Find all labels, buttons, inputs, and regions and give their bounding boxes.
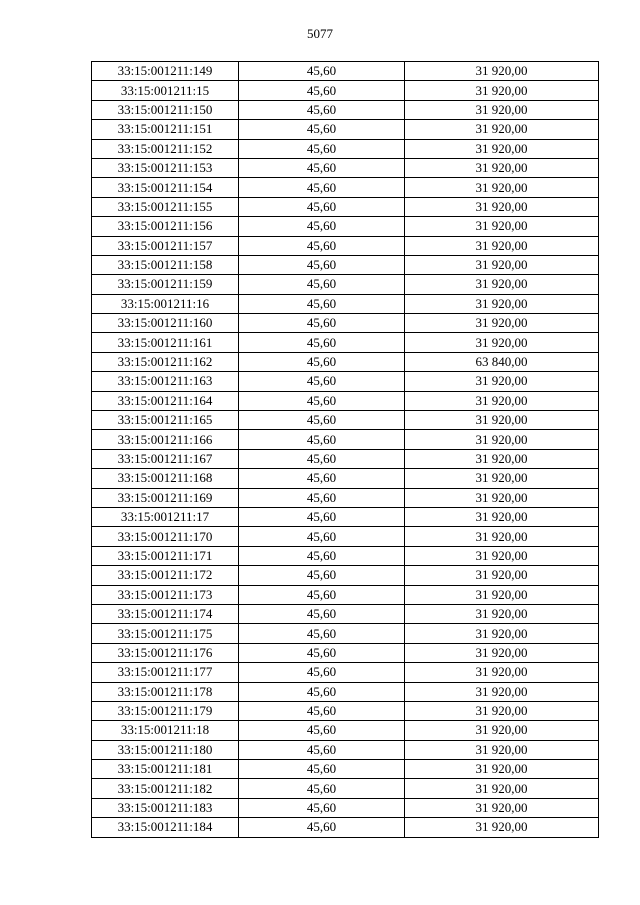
table-row — [92, 663, 599, 682]
area-cell: 45,60 — [239, 740, 405, 759]
area-cell: 45,60 — [239, 624, 405, 643]
area-cell: 45,60 — [239, 391, 405, 410]
value-cell: 31 920,00 — [405, 663, 599, 682]
area-cell: 45,60 — [239, 255, 405, 274]
table-row — [92, 391, 599, 410]
cadastral-number-cell: 33:15:001211:163 — [92, 372, 239, 391]
cadastral-number-cell: 33:15:001211:176 — [92, 643, 239, 662]
cadastral-number-cell: 33:15:001211:179 — [92, 701, 239, 720]
value-cell: 31 920,00 — [405, 488, 599, 507]
cadastral-number-cell: 33:15:001211:15 — [92, 81, 239, 100]
table-row — [92, 139, 599, 158]
value-cell: 31 920,00 — [405, 585, 599, 604]
cadastral-number-cell: 33:15:001211:157 — [92, 236, 239, 255]
table-row — [92, 236, 599, 255]
table-row — [92, 643, 599, 662]
table-row — [92, 721, 599, 740]
area-cell: 45,60 — [239, 100, 405, 119]
table-row — [92, 197, 599, 216]
value-cell: 31 920,00 — [405, 430, 599, 449]
area-cell: 45,60 — [239, 294, 405, 313]
table-row — [92, 779, 599, 798]
cadastral-number-cell: 33:15:001211:181 — [92, 760, 239, 779]
area-cell: 45,60 — [239, 314, 405, 333]
area-cell: 45,60 — [239, 779, 405, 798]
value-cell: 31 920,00 — [405, 81, 599, 100]
value-cell: 31 920,00 — [405, 624, 599, 643]
value-cell: 31 920,00 — [405, 236, 599, 255]
cadastral-number-cell: 33:15:001211:174 — [92, 604, 239, 623]
value-cell: 31 920,00 — [405, 682, 599, 701]
table-row — [92, 798, 599, 817]
cadastral-number-cell: 33:15:001211:161 — [92, 333, 239, 352]
cadastral-number-cell: 33:15:001211:159 — [92, 275, 239, 294]
value-cell: 63 840,00 — [405, 352, 599, 371]
value-cell: 31 920,00 — [405, 779, 599, 798]
cadastral-number-cell: 33:15:001211:153 — [92, 158, 239, 177]
value-cell: 31 920,00 — [405, 275, 599, 294]
value-cell: 31 920,00 — [405, 411, 599, 430]
value-cell: 31 920,00 — [405, 120, 599, 139]
cadastral-number-cell: 33:15:001211:168 — [92, 469, 239, 488]
cadastral-number-cell: 33:15:001211:162 — [92, 352, 239, 371]
value-cell: 31 920,00 — [405, 643, 599, 662]
area-cell: 45,60 — [239, 663, 405, 682]
area-cell: 45,60 — [239, 411, 405, 430]
value-cell: 31 920,00 — [405, 314, 599, 333]
value-cell: 31 920,00 — [405, 197, 599, 216]
table-row — [92, 507, 599, 526]
cadastral-number-cell: 33:15:001211:170 — [92, 527, 239, 546]
value-cell: 31 920,00 — [405, 701, 599, 720]
table-row — [92, 333, 599, 352]
area-cell: 45,60 — [239, 527, 405, 546]
area-cell: 45,60 — [239, 197, 405, 216]
value-cell: 31 920,00 — [405, 721, 599, 740]
area-cell: 45,60 — [239, 158, 405, 177]
value-cell: 31 920,00 — [405, 100, 599, 119]
area-cell: 45,60 — [239, 546, 405, 565]
area-cell: 45,60 — [239, 352, 405, 371]
area-cell: 45,60 — [239, 178, 405, 197]
area-cell: 45,60 — [239, 275, 405, 294]
value-cell: 31 920,00 — [405, 740, 599, 759]
cadastral-table — [91, 61, 599, 838]
cadastral-number-cell: 33:15:001211:178 — [92, 682, 239, 701]
area-cell: 45,60 — [239, 643, 405, 662]
table-row — [92, 158, 599, 177]
area-cell: 45,60 — [239, 818, 405, 837]
cadastral-number-cell: 33:15:001211:182 — [92, 779, 239, 798]
table-row — [92, 488, 599, 507]
value-cell: 31 920,00 — [405, 294, 599, 313]
cadastral-number-cell: 33:15:001211:158 — [92, 255, 239, 274]
cadastral-number-cell: 33:15:001211:183 — [92, 798, 239, 817]
table-row — [92, 275, 599, 294]
cadastral-number-cell: 33:15:001211:180 — [92, 740, 239, 759]
area-cell: 45,60 — [239, 139, 405, 158]
table-row — [92, 585, 599, 604]
table-row — [92, 372, 599, 391]
table-row — [92, 604, 599, 623]
table-row — [92, 818, 599, 837]
cadastral-number-cell: 33:15:001211:154 — [92, 178, 239, 197]
cadastral-number-cell: 33:15:001211:156 — [92, 217, 239, 236]
table-row — [92, 449, 599, 468]
area-cell: 45,60 — [239, 372, 405, 391]
area-cell: 45,60 — [239, 721, 405, 740]
cadastral-number-cell: 33:15:001211:167 — [92, 449, 239, 468]
cadastral-number-cell: 33:15:001211:172 — [92, 566, 239, 585]
value-cell: 31 920,00 — [405, 449, 599, 468]
cadastral-number-cell: 33:15:001211:164 — [92, 391, 239, 410]
area-cell: 45,60 — [239, 217, 405, 236]
table-row — [92, 314, 599, 333]
area-cell: 45,60 — [239, 488, 405, 507]
value-cell: 31 920,00 — [405, 158, 599, 177]
value-cell: 31 920,00 — [405, 255, 599, 274]
table-row — [92, 217, 599, 236]
value-cell: 31 920,00 — [405, 527, 599, 546]
cadastral-number-cell: 33:15:001211:173 — [92, 585, 239, 604]
table-row — [92, 352, 599, 371]
area-cell: 45,60 — [239, 566, 405, 585]
table-row — [92, 178, 599, 197]
table-row — [92, 469, 599, 488]
cadastral-number-cell: 33:15:001211:169 — [92, 488, 239, 507]
value-cell: 31 920,00 — [405, 333, 599, 352]
area-cell: 45,60 — [239, 798, 405, 817]
cadastral-number-cell: 33:15:001211:151 — [92, 120, 239, 139]
table-row — [92, 81, 599, 100]
table-row — [92, 624, 599, 643]
area-cell: 45,60 — [239, 701, 405, 720]
table-row — [92, 527, 599, 546]
area-cell: 45,60 — [239, 120, 405, 139]
area-cell: 45,60 — [239, 682, 405, 701]
table-row — [92, 546, 599, 565]
cadastral-number-cell: 33:15:001211:166 — [92, 430, 239, 449]
cadastral-number-cell: 33:15:001211:155 — [92, 197, 239, 216]
cadastral-number-cell: 33:15:001211:150 — [92, 100, 239, 119]
area-cell: 45,60 — [239, 236, 405, 255]
cadastral-number-cell: 33:15:001211:18 — [92, 721, 239, 740]
value-cell: 31 920,00 — [405, 566, 599, 585]
area-cell: 45,60 — [239, 449, 405, 468]
table-row — [92, 294, 599, 313]
value-cell: 31 920,00 — [405, 217, 599, 236]
cadastral-number-cell: 33:15:001211:152 — [92, 139, 239, 158]
value-cell: 31 920,00 — [405, 62, 599, 81]
area-cell: 45,60 — [239, 430, 405, 449]
cadastral-number-cell: 33:15:001211:17 — [92, 507, 239, 526]
page-number: 5077 — [307, 26, 333, 41]
value-cell: 31 920,00 — [405, 139, 599, 158]
value-cell: 31 920,00 — [405, 604, 599, 623]
value-cell: 31 920,00 — [405, 372, 599, 391]
value-cell: 31 920,00 — [405, 178, 599, 197]
value-cell: 31 920,00 — [405, 546, 599, 565]
value-cell: 31 920,00 — [405, 798, 599, 817]
table-row — [92, 255, 599, 274]
table-row — [92, 411, 599, 430]
cadastral-number-cell: 33:15:001211:177 — [92, 663, 239, 682]
area-cell: 45,60 — [239, 604, 405, 623]
value-cell: 31 920,00 — [405, 391, 599, 410]
area-cell: 45,60 — [239, 62, 405, 81]
table-row — [92, 62, 599, 81]
area-cell: 45,60 — [239, 81, 405, 100]
cadastral-number-cell: 33:15:001211:149 — [92, 62, 239, 81]
value-cell: 31 920,00 — [405, 469, 599, 488]
table-body — [92, 62, 599, 838]
area-cell: 45,60 — [239, 469, 405, 488]
area-cell: 45,60 — [239, 585, 405, 604]
table-row — [92, 760, 599, 779]
cadastral-number-cell: 33:15:001211:165 — [92, 411, 239, 430]
table-row — [92, 701, 599, 720]
cadastral-number-cell: 33:15:001211:16 — [92, 294, 239, 313]
table-row — [92, 740, 599, 759]
table-row — [92, 120, 599, 139]
cadastral-number-cell: 33:15:001211:160 — [92, 314, 239, 333]
cadastral-number-cell: 33:15:001211:184 — [92, 818, 239, 837]
table-row — [92, 100, 599, 119]
table-row — [92, 566, 599, 585]
value-cell: 31 920,00 — [405, 818, 599, 837]
table-row — [92, 430, 599, 449]
value-cell: 31 920,00 — [405, 760, 599, 779]
table-row — [92, 682, 599, 701]
cadastral-number-cell: 33:15:001211:175 — [92, 624, 239, 643]
area-cell: 45,60 — [239, 507, 405, 526]
cadastral-number-cell: 33:15:001211:171 — [92, 546, 239, 565]
area-cell: 45,60 — [239, 760, 405, 779]
value-cell: 31 920,00 — [405, 507, 599, 526]
area-cell: 45,60 — [239, 333, 405, 352]
